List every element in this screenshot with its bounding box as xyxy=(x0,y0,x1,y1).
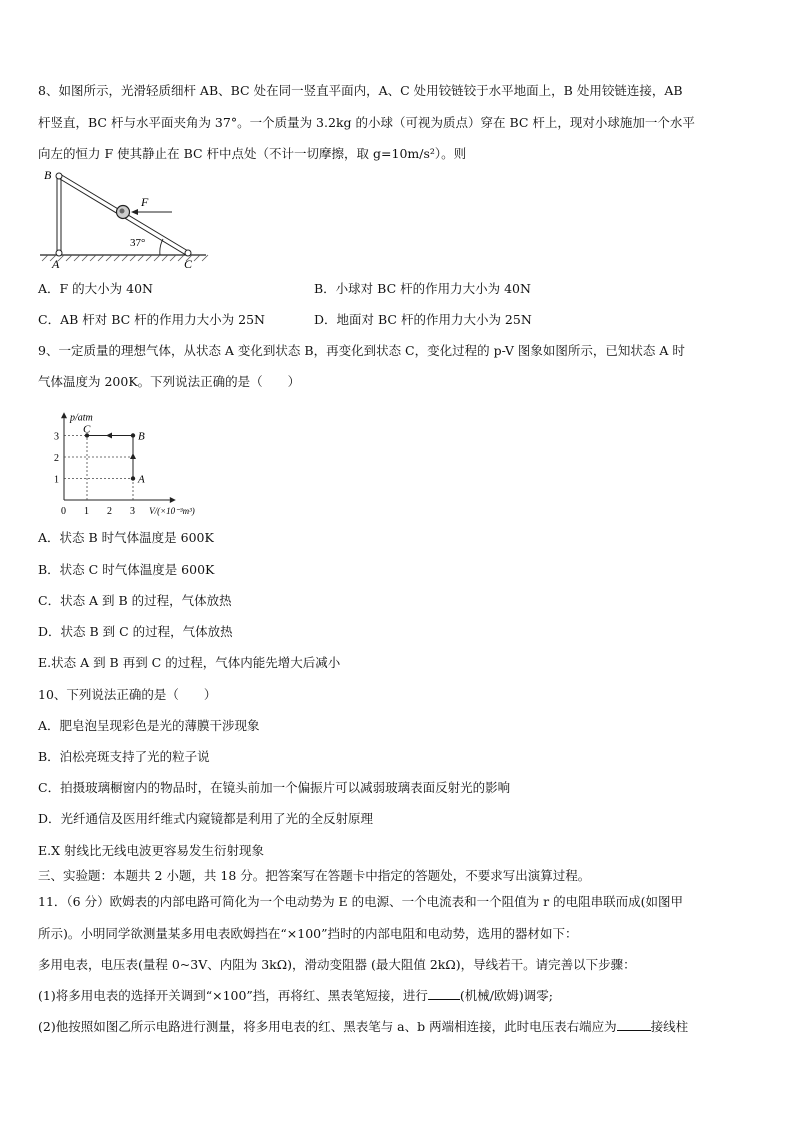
q11-step2-text-end: 接线柱 xyxy=(650,1019,689,1034)
q8-label-a: A xyxy=(52,257,60,271)
q10-option-c: C．拍摄玻璃橱窗内的物品时，在镜头前加一个偏振片可以减弱玻璃表面反射光的影响 xyxy=(38,780,511,795)
q8-hinge-c xyxy=(185,250,191,256)
y-axis-title: p/atm xyxy=(70,412,93,424)
q10-option-b: B．泊松亮斑支持了光的粒子说 xyxy=(38,749,210,764)
q11-step2-blank[interactable] xyxy=(617,1018,651,1031)
q9-option-e: E.状态 A 到 B 再到 C 的过程，气体内能先增大后减小 xyxy=(38,655,341,670)
x-tick-label: 1 xyxy=(84,506,89,517)
x-tick-label: 2 xyxy=(107,506,112,517)
q10-option-a: A．肥皂泡呈现彩色是光的薄膜干涉现象 xyxy=(38,718,260,733)
x-axis-arrow xyxy=(170,497,176,503)
section-3-heading: 三、实验题：本题共 2 小题，共 18 分。把答案写在答题卡中指定的答题处，不要求写出演算过程。 xyxy=(38,868,591,883)
x-axis-title: V/(×10⁻³m³) xyxy=(149,506,195,516)
q8-hinge-b xyxy=(56,173,62,179)
q9-line-2: 气体温度为 200K。下列说法正确的是（ ） xyxy=(38,374,301,389)
q8-option-c: C．AB 杆对 BC 杆的作用力大小为 25N xyxy=(38,312,265,327)
q8-option-d: D．地面对 BC 杆的作用力大小为 25N xyxy=(314,312,532,327)
q8-label-c: C xyxy=(184,257,193,271)
q8-label-b: B xyxy=(44,168,52,182)
x-tick-label: 0 xyxy=(61,506,66,517)
q9-pv-chart xyxy=(44,396,224,518)
q8-option-a: A．F 的大小为 40N xyxy=(38,281,153,296)
q11-line-3: 多用电表，电压表(量程 0~3V、内阻为 3kΩ)，滑动变阻器 (最大阻值 2kΩ)，导线若干。请完善以下步骤： xyxy=(38,957,636,972)
q10-option-d: D．光纤通信及医用纤维式内窥镜都是利用了光的全反射原理 xyxy=(38,811,374,826)
q9-option-b: B．状态 C 时气体温度是 600K xyxy=(38,562,215,577)
state-label-a: A xyxy=(138,473,145,486)
q9-option-a: A．状态 B 时气体温度是 600K xyxy=(38,530,214,545)
q9-option-c: C．状态 A 到 B 的过程，气体放热 xyxy=(38,593,232,608)
state-point-b xyxy=(131,433,135,437)
q10-line-1: 10、下列说法正确的是（ ） xyxy=(38,687,217,702)
q11-line-2: 所示)。小明同学欲测量某多用电表欧姆挡在“×100”挡时的内部电阻和电动势，选用的器材如下： xyxy=(38,926,578,941)
q11-step1-text: (1)将多用电表的选择开关调到“×100”挡，再将红、黑表笔短接，进行 xyxy=(38,988,428,1003)
q11-step1-text-end: (机械/欧姆)调零; xyxy=(459,988,554,1003)
q8-label-angle: 37° xyxy=(130,237,146,249)
x-tick-label: 3 xyxy=(130,506,135,517)
y-tick-label: 1 xyxy=(54,474,59,486)
y-tick-label: 3 xyxy=(54,431,59,443)
q8-hinge-a xyxy=(56,250,62,256)
arrow-b-to-c xyxy=(106,433,112,439)
arrow-a-to-b xyxy=(130,453,136,459)
state-label-c: C xyxy=(83,423,91,436)
state-point-a xyxy=(131,476,135,480)
q9-option-d: D．状态 B 到 C 的过程，气体放热 xyxy=(38,624,233,639)
y-axis-arrow xyxy=(61,412,67,418)
q8-line-3: 向左的恒力 F 使其静止在 BC 杆中点处（不计一切摩擦，取 g=10m/s²）。则 xyxy=(38,146,467,161)
q10-option-e: E.X 射线比无线电波更容易发生衍射现象 xyxy=(38,843,264,858)
y-tick-label: 2 xyxy=(54,453,59,464)
q8-line-2: 杆竖直，BC 杆与水平面夹角为 37°。一个质量为 3.2kg 的小球（可视为质点）穿在 BC 杆上，现对小球施加一个水平 xyxy=(38,115,695,130)
q8-label-f: F xyxy=(141,195,149,209)
q11-line-4 xyxy=(38,987,553,1005)
q8-figure xyxy=(38,166,218,272)
q11-step2-text: (2)他按照如图乙所示电路进行测量，将多用电表的红、黑表笔与 a、b 两端相连接，此时电压表右端应为 xyxy=(38,1019,617,1034)
q11-line-5 xyxy=(38,1018,688,1036)
q9-line-1: 9、一定质量的理想气体，从状态 A 变化到状态 B，再变化到状态 C，变化过程的 p-V 图象如图所示，已知状态 A 时 xyxy=(38,343,685,358)
q8-line-1: 8、如图所示，光滑轻质细杆 AB、BC 处在同一竖直平面内，A、C 处用铰链铰于水平地面上，B 处用铰链连接，AB xyxy=(38,83,683,98)
q11-line-1: 11．（6 分）欧姆表的内部电路可简化为一个电动势为 E 的电源、一个电流表和一个阻值为 r 的电阻串联而成(如图甲 xyxy=(38,894,683,909)
q11-step1-blank[interactable] xyxy=(428,987,460,1000)
q8-option-b: B．小球对 BC 杆的作用力大小为 40N xyxy=(314,281,531,296)
state-label-b: B xyxy=(138,430,145,443)
